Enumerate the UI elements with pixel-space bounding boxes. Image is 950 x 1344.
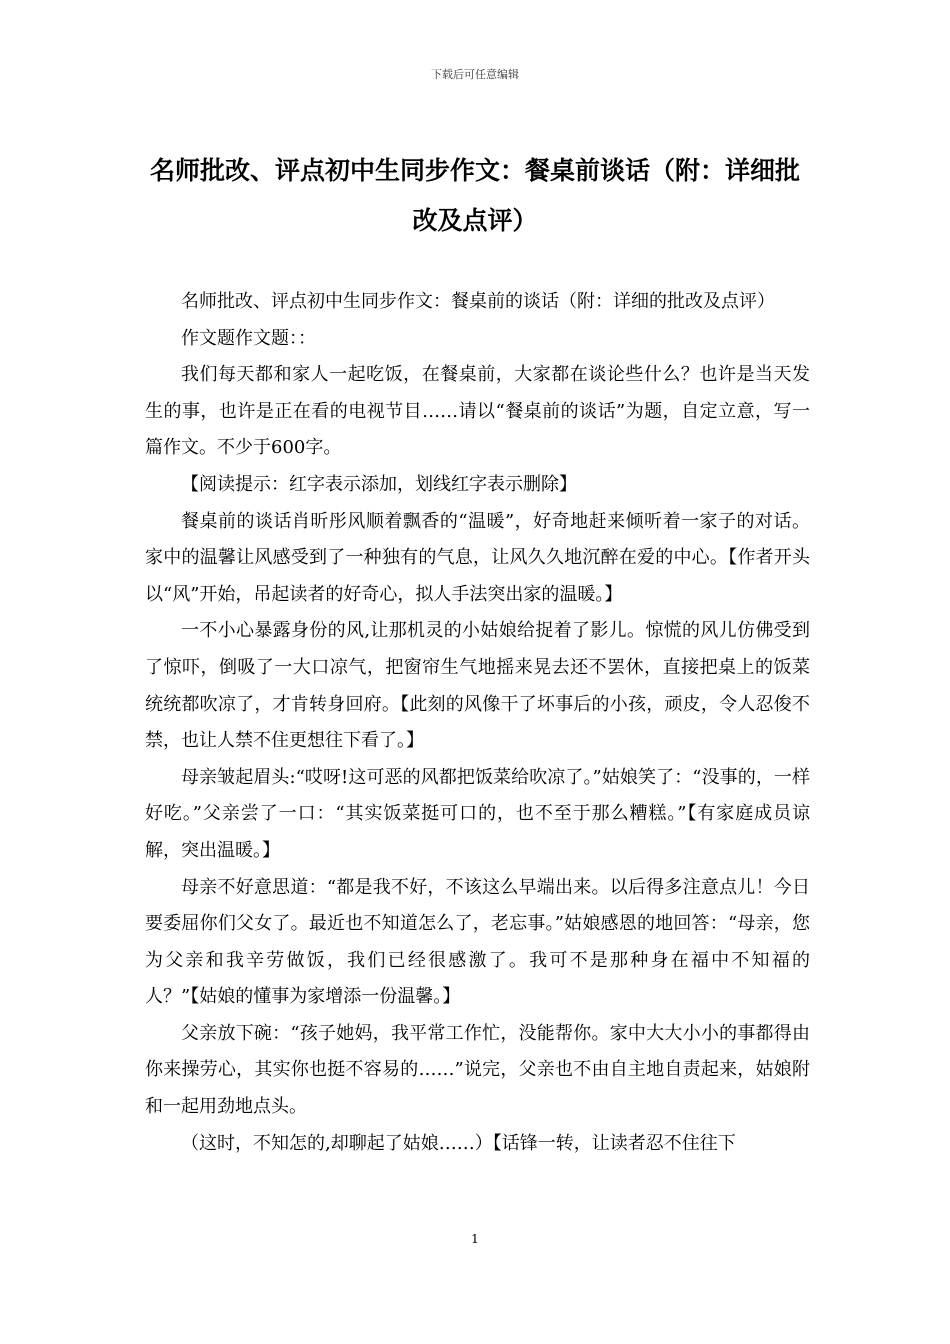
paragraph-essay-1: 餐桌前的谈话肖昕彤风顺着飘香的“温暖”，好奇地赶来倾听着一家子的对话。家中的温馨让风感受到了一种独有的气息，让风久久地沉醉在爱的中心。【作者开头以“风”开始，吊起读者的好奇心，拟人手法突出家的温暖。】 xyxy=(145,510,810,605)
paragraph-essay-2: 一不小心暴露身份的风,让那机灵的小姑娘给捉着了影儿。惊慌的风儿仿佛受到了惊吓，倒吸了一大口凉气，把窗帘生气地摇来晃去还不罢休，直接把桌上的饭菜统统都吹凉了，才肯转身回府。【此刻的风像干了坏事后的小孩，顽皮，令人忍俊不禁，也让人禁不住更想往下看了。】 xyxy=(145,620,810,752)
header-note: 下载后可任意编辑 xyxy=(431,68,519,81)
document-title: 名师批改、评点初中生同步作文：餐桌前谈话（附：详细批改及点评） xyxy=(149,156,800,235)
paragraph-topic-label: 作文题作文题：： xyxy=(181,327,316,349)
paragraph-essay-5: 父亲放下碗：“孩子她妈，我平常工作忙，没能帮你。家中大大小小的事都得由你来操劳心，其实你也挺不容易的……”说完，父亲也不由自主地自责起来，姑娘附和一起用劲地点头。 xyxy=(145,1022,810,1118)
page-number: 1 xyxy=(471,1232,479,1246)
document-body xyxy=(145,284,810,1162)
paragraph-reading-tip: 【阅读提示：红字表示添加，划线红字表示删除】 xyxy=(181,473,577,495)
paragraph-essay-3: 母亲皱起眉头:“哎呀!这可恶的风都把饭菜给吹凉了。”姑娘笑了：“没事的，一样好吃。”父亲尝了一口：“其实饭菜挺可口的，也不至于那么糟糕。”【有家庭成员谅解，突出温暖。】 xyxy=(145,766,810,861)
paragraph-subtitle: 名师批改、评点初中生同步作文：餐桌前的谈话（附：详细的批改及点评） xyxy=(181,291,775,312)
paragraph-essay-4: 母亲不好意思道：“都是我不好，不该这么早端出来。以后得多注意点儿！今日要委屈你们父女了。最近也不知道怎么了，老忘事。”姑娘感恩的地回答：“母亲，您为父亲和我辛劳做饭，我们已经很感激了。我可不是那种身在福中不知福的人？”【姑娘的懂事为家增添一份温馨。】 xyxy=(145,876,810,1008)
paragraph-essay-6: （这时，不知怎的,却聊起了姑娘……）【话锋一转，让读者忍不住往下 xyxy=(181,1132,736,1154)
paragraph-prompt: 我们每天都和家人一起吃饭，在餐桌前，大家都在谈论些什么？也许是当天发生的事，也许是正在看的电视节目……请以“餐桌前的谈话”为题，自定立意，写一篇作文。不少于600字。 xyxy=(145,364,810,459)
